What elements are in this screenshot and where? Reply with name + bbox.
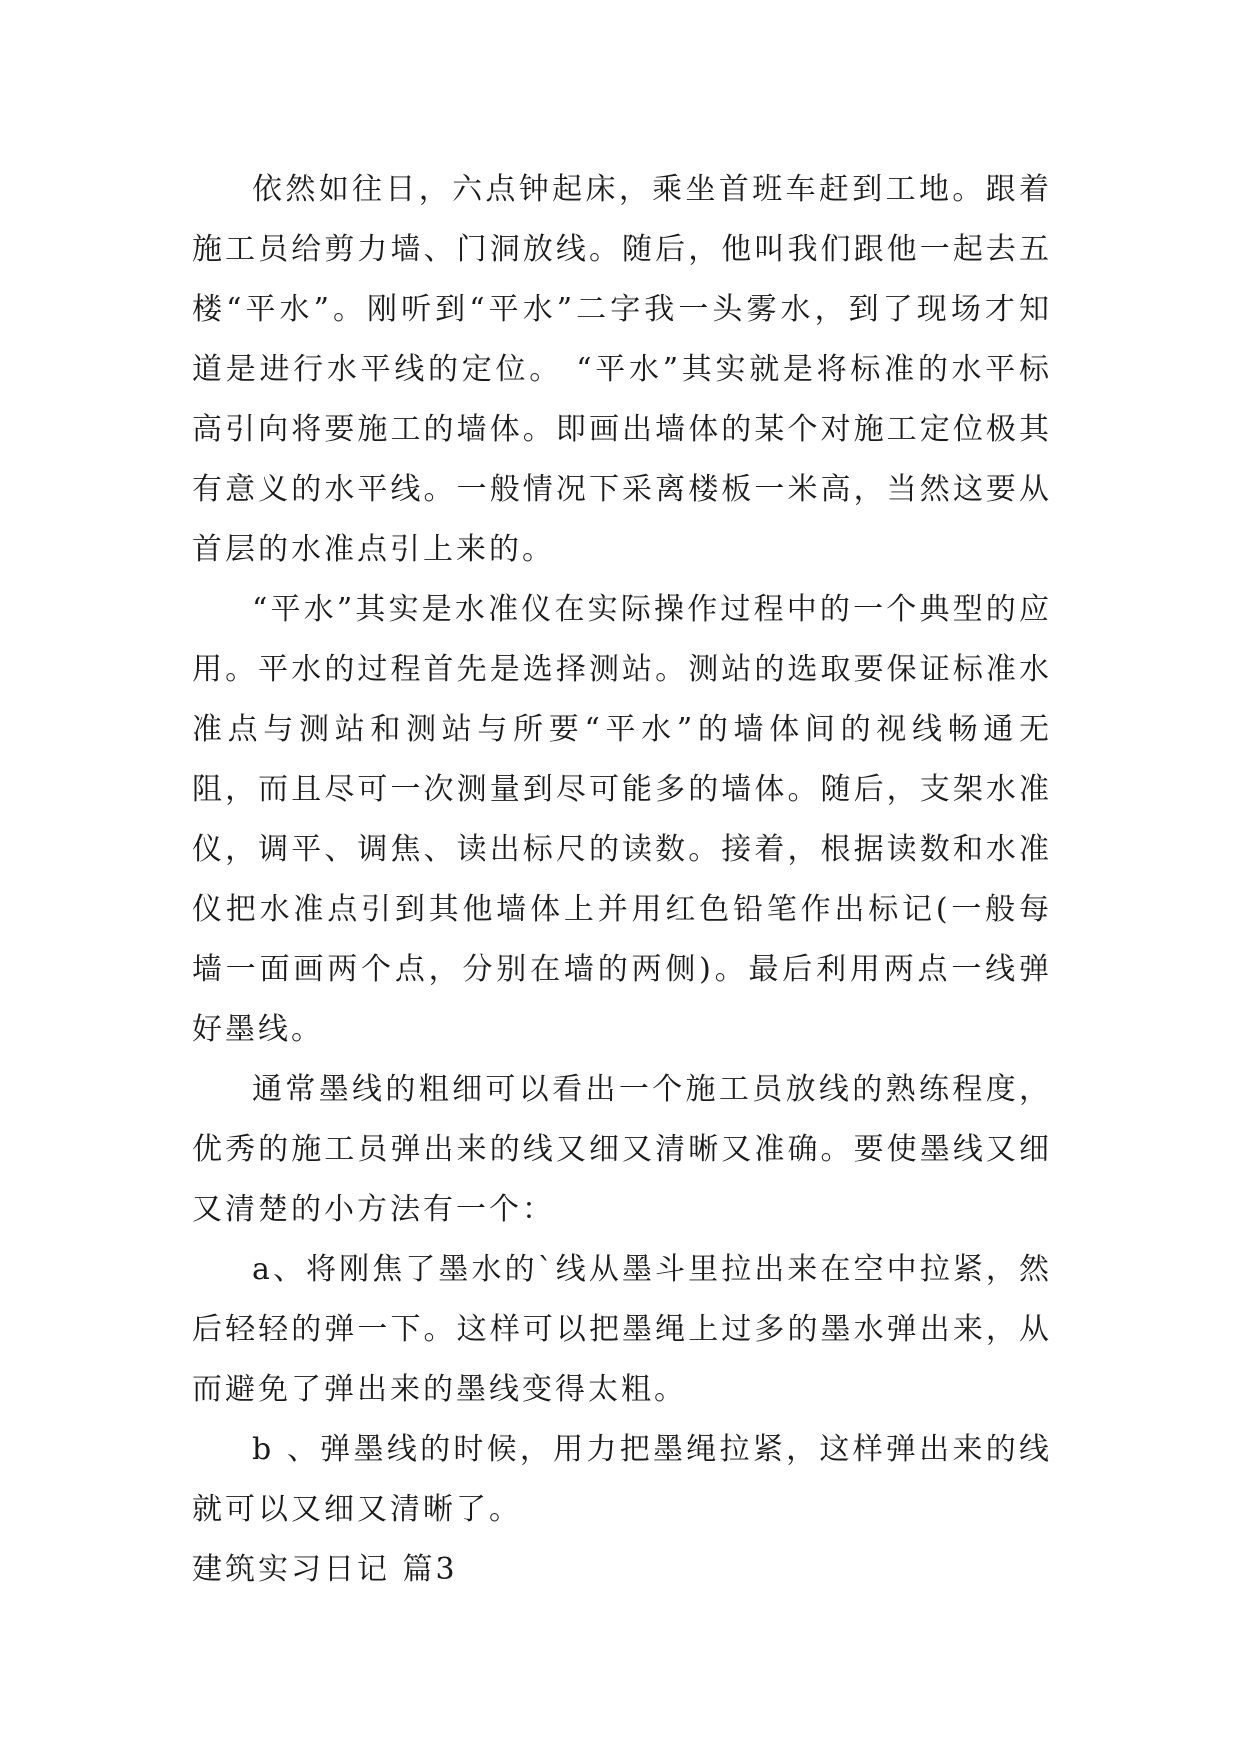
document-body	[192, 160, 1052, 1600]
paragraph-1: 依然如往日，六点钟起床，乘坐首班车赶到工地。跟着施工员给剪力墙、门洞放线。随后，他叫我们跟他一起去五楼“平水”。刚听到“平水”二字我一头雾水，到了现场才知道是进行水平线的定位。 “平水”其实就是将标准的水平标高引向将要施工的墙体。即画出墙体的某个对施工定位极其有意义的水平线。一般情况下采离楼板一米高，当然这要从首层的水准点引上来的。	[192, 172, 1052, 567]
paragraph-5: b 、弹墨线的时候，用力把墨绳拉紧，这样弹出来的线就可以又细又清晰了。	[192, 1432, 1052, 1527]
paragraph-3: 通常墨线的粗细可以看出一个施工员放线的熟练程度，优秀的施工员弹出来的线又细又清晰又准确。要使墨线又细又清楚的小方法有一个：	[192, 1072, 1052, 1227]
paragraph-2: “平水”其实是水准仪在实际操作过程中的一个典型的应用。平水的过程首先是选择测站。测站的选取要保证标准水准点与测站和测站与所要“平水”的墙体间的视线畅通无阻，而且尽可一次测量到尽可能多的墙体。随后，支架水准仪，调平、调焦、读出标尺的读数。接着，根据读数和水准仪把水准点引到其他墙体上并用红色铅笔作出标记(一般每墙一面画两个点，分别在墙的两侧)。最后利用两点一线弹好墨线。	[192, 592, 1052, 1047]
paragraph-4: a、将刚焦了墨水的`线从墨斗里拉出来在空中拉紧，然后轻轻的弹一下。这样可以把墨绳上过多的墨水弹出来，从而避免了弹出来的墨线变得太粗。	[192, 1252, 1052, 1407]
section-heading: 建筑实习日记 篇3	[192, 1552, 458, 1587]
